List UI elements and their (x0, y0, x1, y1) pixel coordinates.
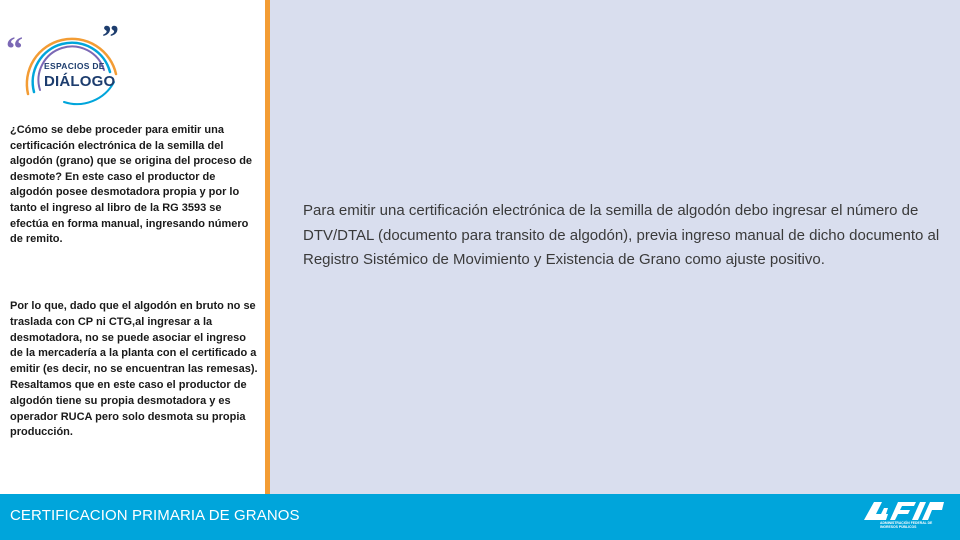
svg-text:“: “ (6, 31, 23, 68)
logo-line2: DIÁLOGO (44, 72, 116, 90)
afip-caption: ADMINISTRACIÓN FEDERAL DE INGRESOS PÚBLICOS (880, 521, 933, 529)
sidebar-panel (0, 0, 265, 494)
note-text: Por lo que, dado que el algodón en bruto no se traslada con CP ni CTG,al ingresar a la desmotadora, no se puede asociar el ingreso de la mercadería a la planta con el certificado a emitir (es decir, no se encuentran las remesas). Resaltamos que en este caso el productor de algodón tiene su propia desmotadora y es operador RUCA pero solo desmota su propia producción. (10, 300, 258, 439)
answer-text: Para emitir una certificación electrónica de la semilla de algodón debo ingresar el número de DTV/DTAL (documento para transito de algodón), previa ingreso manual de dicho documento al Registro Sistémico de Movimiento y Existencia de Grano como ajuste positivo. (303, 202, 940, 268)
logo-line1: ESPACIOS DE (44, 61, 105, 71)
espacios-de-dialogo-logo (4, 12, 134, 112)
footer-title: CERTIFICACION PRIMARIA DE GRANOS (10, 507, 300, 524)
svg-text:”: ” (102, 19, 119, 56)
question-text: ¿Cómo se debe proceder para emitir una certificación electrónica de la semilla del algodón (grano) que se origina del proceso de desmote? En este caso el productor de algodón posee desmotadora propia y por lo tanto el ingreso al libro de la RG 3593 se efectúa en forma manual, ingresando número de remito. (10, 124, 253, 246)
afip-logo-icon (862, 500, 948, 536)
footer-bar (0, 494, 960, 540)
